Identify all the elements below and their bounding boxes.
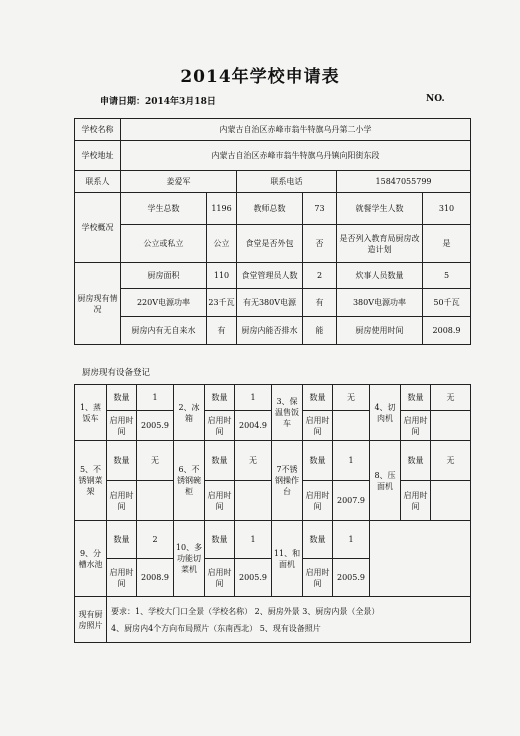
equip-3-start bbox=[333, 411, 370, 441]
equip-1-name: 1、蒸饭车 bbox=[75, 385, 107, 441]
equip-7-start: 2007.9 bbox=[333, 481, 370, 521]
equip-1-qty: 1 bbox=[137, 385, 174, 411]
teachers-value: 73 bbox=[303, 193, 337, 225]
equip-5-start bbox=[137, 481, 174, 521]
photos-label: 现有厨房照片 bbox=[75, 597, 107, 643]
plan-label: 是否列入教育局厨房改造计划 bbox=[337, 225, 423, 263]
equip-6-start bbox=[235, 481, 272, 521]
students-label: 学生总数 bbox=[121, 193, 207, 225]
kitchen-label: 厨房现有情况 bbox=[75, 263, 121, 345]
equip-10-qty-label: 数量 bbox=[205, 521, 235, 559]
equip-9-name: 9、分槽水池 bbox=[75, 521, 107, 597]
drain-value: 能 bbox=[303, 317, 337, 345]
usetime-value: 2008.9 bbox=[423, 317, 471, 345]
equip-6-qty-label: 数量 bbox=[205, 441, 235, 481]
equip-8-qty: 无 bbox=[431, 441, 471, 481]
contact-label: 联系人 bbox=[75, 171, 121, 193]
equip-9-start: 2008.9 bbox=[137, 559, 174, 597]
outsourced-label: 食堂是否外包 bbox=[237, 225, 303, 263]
equipment-row-1a bbox=[75, 385, 471, 411]
p220-value: 23千瓦 bbox=[207, 289, 237, 317]
equip-9-start-label: 启用时间 bbox=[107, 559, 137, 597]
kitchen-row-2 bbox=[75, 289, 471, 317]
equipment-row-3a bbox=[75, 521, 471, 559]
equip-7-qty-label: 数量 bbox=[303, 441, 333, 481]
drain-label: 厨房内能否排水 bbox=[237, 317, 303, 345]
water-label: 厨房内有无自来水 bbox=[121, 317, 207, 345]
school-name-row bbox=[75, 119, 471, 141]
equip-2-start-label: 启用时间 bbox=[205, 411, 235, 441]
equipment-section-title: 厨房现有设备登记 bbox=[82, 368, 151, 378]
equip-11-qty-label: 数量 bbox=[303, 521, 333, 559]
equip-2-qty: 1 bbox=[235, 385, 272, 411]
equipment-table bbox=[74, 384, 471, 643]
cooks-label: 炊事人员数量 bbox=[337, 263, 423, 289]
equip-5-start-label: 启用时间 bbox=[107, 481, 137, 521]
equip-4-start bbox=[431, 411, 471, 441]
address-row bbox=[75, 141, 471, 171]
plan-value: 是 bbox=[423, 225, 471, 263]
students-value: 1196 bbox=[207, 193, 237, 225]
equip-11-name: 11、和面机 bbox=[272, 521, 303, 597]
equip-4-name: 4、切肉机 bbox=[370, 385, 401, 441]
page-title: 2014年学校申请表 bbox=[180, 67, 340, 87]
equip-1-start: 2005.9 bbox=[137, 411, 174, 441]
equip-6-qty: 无 bbox=[235, 441, 272, 481]
form-number-label: NO. bbox=[426, 94, 445, 104]
overview-row-2 bbox=[75, 225, 471, 263]
overview-label: 学校概况 bbox=[75, 193, 121, 263]
school-name-label: 学校名称 bbox=[75, 119, 121, 141]
equip-8-name: 8、压面机 bbox=[370, 441, 401, 521]
equipment-row-2a bbox=[75, 441, 471, 481]
equip-5-qty-label: 数量 bbox=[107, 441, 137, 481]
p380-value: 50千瓦 bbox=[423, 289, 471, 317]
equip-3-qty-label: 数量 bbox=[303, 385, 333, 411]
photos-line-2: 4、厨房内4个方向布局照片（东南西北） 5、现有设备照片 bbox=[111, 623, 321, 633]
address-label: 学校地址 bbox=[75, 141, 121, 171]
cooks-value: 5 bbox=[423, 263, 471, 289]
dining-label: 就餐学生人数 bbox=[337, 193, 423, 225]
equip-6-start-label: 启用时间 bbox=[205, 481, 235, 521]
kitchen-row-1 bbox=[75, 263, 471, 289]
equip-8-qty-label: 数量 bbox=[401, 441, 431, 481]
photos-requirements bbox=[107, 597, 471, 643]
equip-11-start: 2005.9 bbox=[333, 559, 370, 597]
school-info-table bbox=[74, 118, 471, 345]
equip-9-qty-label: 数量 bbox=[107, 521, 137, 559]
teachers-label: 教师总数 bbox=[237, 193, 303, 225]
equip-5-qty: 无 bbox=[137, 441, 174, 481]
dining-value: 310 bbox=[423, 193, 471, 225]
type-label: 公立或私立 bbox=[121, 225, 207, 263]
managers-label: 食堂管理员人数 bbox=[237, 263, 303, 289]
equip-1-start-label: 启用时间 bbox=[107, 411, 137, 441]
address-value: 内蒙古自治区赤峰市翁牛特旗乌丹镇向阳街东段 bbox=[121, 141, 471, 171]
equip-11-qty: 1 bbox=[333, 521, 370, 559]
p380-label: 380V电源功率 bbox=[337, 289, 423, 317]
has380-value: 有 bbox=[303, 289, 337, 317]
water-value: 有 bbox=[207, 317, 237, 345]
equip-10-qty: 1 bbox=[235, 521, 272, 559]
overview-row-1 bbox=[75, 193, 471, 225]
equip-3-start-label: 启用时间 bbox=[303, 411, 333, 441]
phone-label: 联系电话 bbox=[237, 171, 337, 193]
managers-value: 2 bbox=[303, 263, 337, 289]
equip-2-start: 2004.9 bbox=[235, 411, 272, 441]
contact-row bbox=[75, 171, 471, 193]
photos-line-1: 要求：1、学校大门口全景（学校名称） 2、厨房外景 3、厨房内景（全景） bbox=[111, 606, 380, 616]
equip-5-name: 5、不锈钢菜架 bbox=[75, 441, 107, 521]
has380-label: 有无380V电源 bbox=[237, 289, 303, 317]
area-label: 厨房面积 bbox=[121, 263, 207, 289]
equip-4-start-label: 启用时间 bbox=[401, 411, 431, 441]
equip-9-qty: 2 bbox=[137, 521, 174, 559]
photos-row bbox=[75, 597, 471, 643]
equip-4-qty-label: 数量 bbox=[401, 385, 431, 411]
apply-date: 申请日期：2014年3月18日 bbox=[100, 97, 216, 107]
p220-label: 220V电源功率 bbox=[121, 289, 207, 317]
equip-8-start bbox=[431, 481, 471, 521]
phone-value: 15847055799 bbox=[337, 171, 471, 193]
usetime-label: 厨房使用时间 bbox=[337, 317, 423, 345]
equip-7-qty: 1 bbox=[333, 441, 370, 481]
equip-11-start-label: 启用时间 bbox=[303, 559, 333, 597]
equip-empty-cell bbox=[370, 521, 471, 597]
equip-10-start-label: 启用时间 bbox=[205, 559, 235, 597]
kitchen-row-3 bbox=[75, 317, 471, 345]
equip-10-name: 10、多功能切菜机 bbox=[174, 521, 205, 597]
school-name-value: 内蒙古自治区赤峰市翁牛特旗乌丹第二小学 bbox=[121, 119, 471, 141]
outsourced-value: 否 bbox=[303, 225, 337, 263]
equip-3-qty: 无 bbox=[333, 385, 370, 411]
equip-7-name: 7不锈钢操作台 bbox=[272, 441, 303, 521]
equip-2-name: 2、冰箱 bbox=[174, 385, 205, 441]
equip-3-name: 3、保温售饭车 bbox=[272, 385, 303, 441]
equip-4-qty: 无 bbox=[431, 385, 471, 411]
equip-2-qty-label: 数量 bbox=[205, 385, 235, 411]
equip-8-start-label: 启用时间 bbox=[401, 481, 431, 521]
equip-1-qty-label: 数量 bbox=[107, 385, 137, 411]
equip-10-start: 2005.9 bbox=[235, 559, 272, 597]
type-value: 公立 bbox=[207, 225, 237, 263]
equip-7-start-label: 启用时间 bbox=[303, 481, 333, 521]
area-value: 110 bbox=[207, 263, 237, 289]
contact-value: 姜爱军 bbox=[121, 171, 237, 193]
equip-6-name: 6、不锈钢碗柜 bbox=[174, 441, 205, 521]
